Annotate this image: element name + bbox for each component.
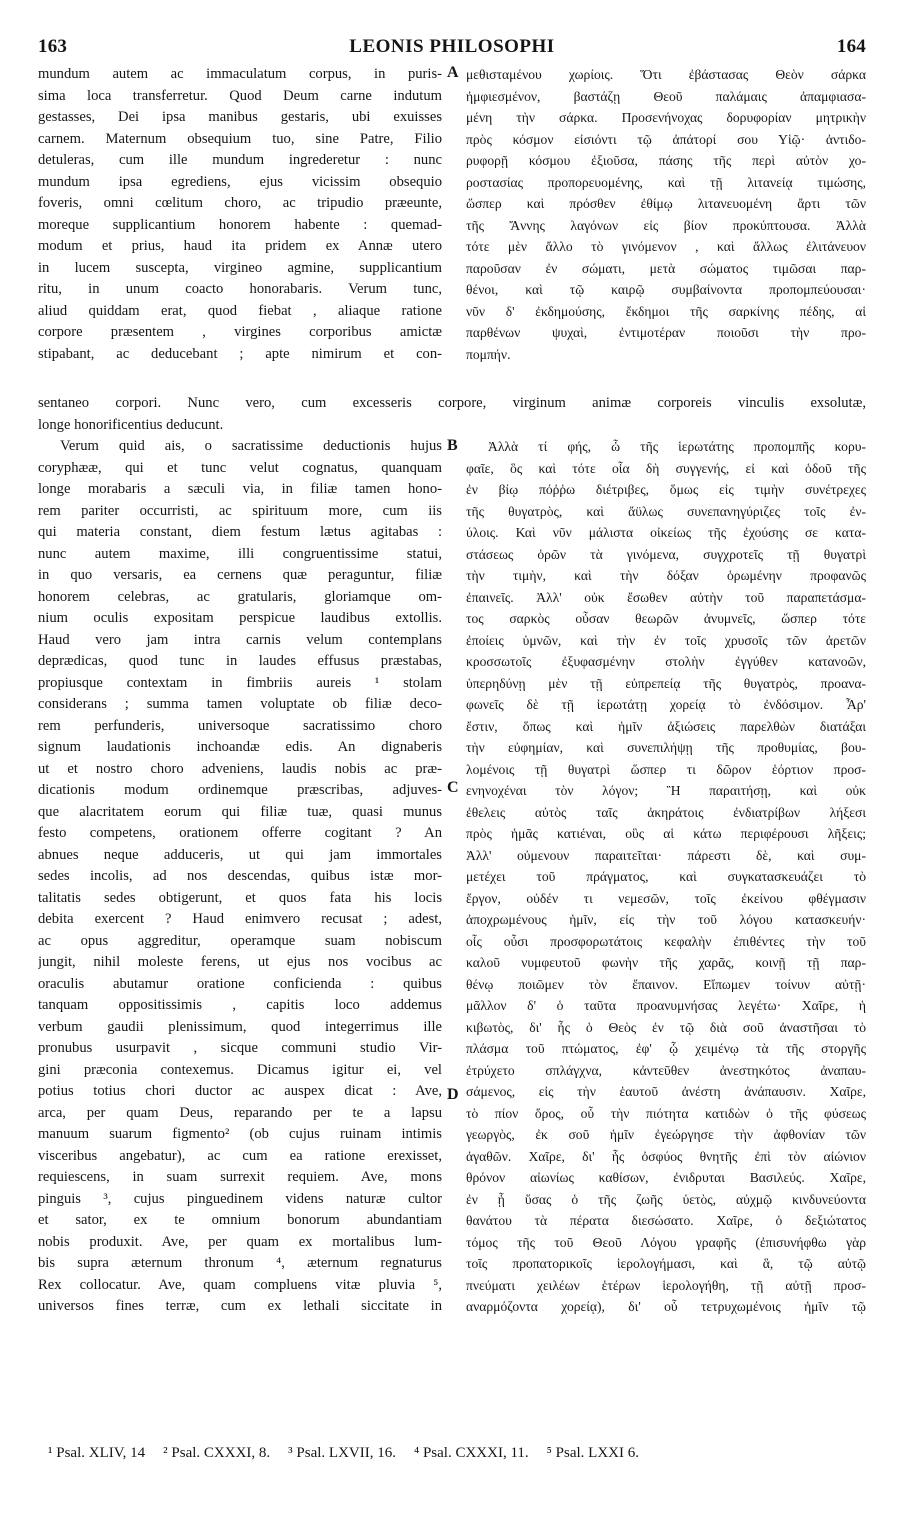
text-line: requiescens, in suam surrexit requiem. Ave, mons [38,1169,442,1185]
text-line: nium oculis expositam perspicue laudibus extollis. [38,610,442,626]
text-line: οἷς οὖσι προσφορωτάτοις κεφαλὴν ἐπιθέντες τὴν τοῦ [466,933,866,949]
text-line: qui materia constant, diem festum lætus agitabas : [38,524,442,540]
text-line: que alacritatem eorum qui filiæ tuæ, quasi munus [38,803,442,820]
text-line: νῦν δ' ἐκδημούσης, ἔκδημοι τῆς σαρκίνης πέδης, αἱ [466,303,866,319]
text-line: moreque supplicantium honorem habente : quemad- [38,216,442,233]
text-line: ύλοις. Καὶ νῦν μάλιστα οἰκείως τῆς ἐχούσης σε κατα- [466,525,866,540]
footnote: ¹ Psal. XLIV, 14 [48,1445,146,1461]
text-line: oraculis abutamur oratione conficienda : quibus [38,975,442,992]
text-line: ἐπαινεῖς. Ἀλλ' οὐκ ἔσωθεν αὐτὴν τοῦ παραπετάσμα- [466,589,866,605]
greek-column-main [466,436,866,1318]
text-line: longe honorificentius deducunt. [38,416,224,433]
text-line: et sator, ex te omnium bonorum abundantiam [38,1212,442,1228]
text-line: jungit, nihil moleste ferens, ut ejus nos vocibus ac [38,954,442,970]
text-line: ἐποίεις ὑμνῶν, καὶ τὴν ἐν τοῖς χρυσοῖς τῶν ἀρετῶν [466,632,866,648]
text-line: ἐτρύχετο σπλάγχνα, κἀντεῦθεν ἀνεστηκότος ἀναπαυ- [466,1062,866,1078]
text-line: τόμος τῆς τοῦ Θεοῦ Λόγου γραφῆς (ἐπισυνήφθω γὰρ [466,1234,866,1250]
text-line: gestasses, Dei ipsa manibus gestaris, ubi exuisses [38,109,442,125]
text-line: Haud vero jam intra carnis velum contemplans [38,631,442,648]
section-marker-b: B [447,437,458,454]
text-line: πρὸς κόσμον εἰσιόντι τῷ ἀπάτορί σου Υἱῷ· ἀντιδο- [466,131,866,147]
text-line: honorem celebras, ac gratularis, gloriamque om- [38,588,442,605]
text-line: ροστασίας προπορευομένης, καὶ τῇ λιτανείᾳ τιμώσης, [466,174,866,190]
text-line: τοῖς προπατορικοῖς ἱερολογήμασι, καὶ ἃ, τῷ αὐτῷ [466,1256,866,1271]
full-width-paragraph [38,393,866,436]
text-line: ἐν ᾗ ὕσας ὁ τῆς ζωῆς ὑετὸς, αὐχμῷ κινδυνεύοντα [466,1191,866,1207]
footnotes [48,1442,866,1464]
text-line: pinguis ³, cujus pinguedinem videns naturæ cultor [38,1190,442,1207]
text-line: manuum suarum figmento² (ob cujus ruinam intimis [38,1126,442,1142]
latin-column-top [38,64,442,365]
text-line: καλοῦ νυμφευτοῦ φωνὴν τῆς χαρᾶς, κοινῇ τῇ παρ- [466,955,866,970]
text-line: ἔργον, οὐδέν τι νεμεσῶν, τοῖς ἐκείνου φθέγμασιν [466,890,866,906]
text-line: coryphææ, qui et tunc velut cognatus, quanquam [38,459,442,476]
text-line: sentaneo corpori. Nunc vero, cum excesseris corpore, virginum animæ corporeis vinculis exsolutæ, [38,395,866,411]
text-line: τότε μὲν ἄλλο τὸ γινόμενον , καὶ ἄλλως ἐλιτάνευον [466,239,866,254]
text-line: ritu, in unum coacto honorabaris. Verum tunc, [38,281,442,297]
text-line: μένη τὴν σάρκα. Προσενήνοχας δορυφορίαν μητρικὴν [466,110,866,125]
text-line: longe morabaris a sæculi via, in filiæ tamen hono- [38,481,442,497]
text-line: stipabant, ac deducebant ; apte nimirum et con- [38,345,442,362]
text-line: Rex collocatur. Ave, quam compluens vitæ pluvia ⁵, [38,1276,442,1293]
text-line: gini præconia contexemus. Dicamus igitur ei, vel [38,1061,442,1078]
section-marker-d: D [447,1086,459,1103]
text-line: potius totius chori ductor ac auspex dicat : Ave, [38,1083,442,1099]
text-line: Ἀλλὰ τί φής, ὦ τῆς ἱερωτάτης προπομπῆς κορυ- [488,439,866,454]
text-line: θένοι, καὶ τῷ καιρῷ συμβαίνοντα προπομπεύουσαι· [466,282,866,297]
text-line: festo competens, orationem offerre cogitant ? An [38,825,442,841]
latin-column-main [38,436,442,1318]
text-line: ενηνοχέναι τὸν λόγον; Ἢ παραιτήσῃ, καὶ οὐκ [466,783,866,798]
text-line: in lucem suscepta, virgineo agmine, supplicantium [38,259,442,276]
footnote: ³ Psal. LXVII, 16. [288,1445,396,1461]
text-line: θένῳ ποιῶμεν τὸν ἔπαινον. Εἴπωμεν τοίνυν αὐτῇ· [466,976,866,992]
text-line: ἀγαθῶν. Χαῖρε, δι' ἧς ὀσφύος θνητῆς ἐπὶ τὸν αἰώνιον [466,1148,866,1164]
page-number-left: 163 [38,36,68,57]
text-line: ὥσπερ καὶ πρόσθεν ἐθίμῳ λιτανευομένη ἄρτι τῶν [466,196,866,211]
text-line: sedes incolis, ad nos descendas, quibus istæ mor- [38,868,442,884]
text-line: arca, per quam Deus, reparando per te a lapsu [38,1104,442,1121]
text-line: μεθισταμένου χωρίοις. Ὅτι ἐβάστασας Θεὸν σάρκα [466,67,866,82]
text-line: πνεύματι χειλέων ἑτέρων ἱερολογήθη, τῇ αὐτῇ προσ- [466,1277,866,1293]
text-line: in quo versaris, ea cernens quæ peraguntur, filiæ [38,567,442,583]
section-marker-a: A [447,64,459,81]
text-line: κροσσωτοῖς ἐξυφασμένην στολὴν ἐγγύθεν κατανοῶν, [466,654,866,669]
text-line: nobis produxit. Ave, per quam ex mortalibus lum- [38,1233,442,1250]
text-line: pronubus usurpavit , sicque communi studio Vir- [38,1040,442,1056]
text-line: tanquam oppositissimis , capitis loco addemus [38,997,442,1013]
text-line: παρθένων ψυχαὶ, ἐντιμοτέραν ποιοῦσι τὴν προ- [466,325,866,340]
text-line: foveris, omni cœlitum choro, ac tripudio præeunte, [38,195,442,211]
text-line: θανάτου τὰ πέρατα διεσώσατο. Χαῖρε, ὁ δεξιώτατος [466,1213,866,1228]
text-line: Ἀλλ' οὐμενουν παραιτεῖται· πάρεστι δὲ, καὶ συμ- [466,847,866,863]
text-line: πομπήν. [466,346,511,362]
text-line: ἐθελεις αὐτὸς ταῖς ἀκηράτοις ἐνδιατρίβων λήξεσι [466,804,866,820]
text-line: ὑπερηδύνῃ μὲν τῇ εὐπρεπείᾳ τῆς θυγατρὸς, προανα- [466,675,866,691]
text-line: deprædicas, quod tunc in laudes effusus præstabas, [38,653,442,669]
text-line: ἠμφιεσμένον, βαστάζῃ Θεοῦ παλάμαις ἀπαμφιασα- [466,88,866,104]
text-line: πλάσμα τοῦ πτώματος, ἐφ' ᾧ χειμένῳ τὰ τῆς στοργῆς [466,1041,866,1056]
text-line: verbum gaudii plenissimum, quod integerrimus ille [38,1018,442,1035]
text-line: ut et nostro choro adveniens, laudis nobis ac præ- [38,760,442,777]
text-line: φωνεῖς δὲ τῇ ἱερωτάτῃ χορείᾳ τὸ ἐνδόσιμον. Ἆρ' [466,697,866,712]
text-line: ἔστιν, ὅπως καὶ ἡμῖν ἀξιώσεις παρελθὼν διατάξαι [466,718,866,734]
text-line: ἐν βίῳ πόῤῥω διέτριβες, ὅμως εἰς τιμὴν συνέτρεχες [466,482,866,497]
text-line: detuleras, cum ille mundum ingrederetur : nunc [38,152,442,168]
text-line: στάσεως ὁρῶν τὰ γινόμενα, συγχροτεῖς τῇ θυγατρὶ [466,546,866,562]
text-line: γεωργὸς, ἐκ σοῦ ἡμῖν ἐγεώργησε τὴν ἀφθονίαν τῶν [466,1127,866,1142]
text-line: μετέχει τοῦ πράγματος, καὶ συγκατασκευάζει τὸ [466,869,866,884]
text-line: mundum ipsa egrediens, ejus vicissim obsequio [38,173,442,190]
text-line: aliud quiddam erat, quod fiebat , aliaque ratione [38,302,442,319]
text-line: αναρμόζοντα χορείᾳ), δι' οὗ τετρυχωμένοις ἡμῖν τῷ [466,1299,866,1314]
text-line: παροῦσαν ἐν σώματι, μετὰ σώματος τιμῶσαι παρ- [466,260,866,276]
running-title: LEONIS PHILOSOPHI [349,36,555,57]
text-line: φαῖε, ὃς καὶ τότε οἷα δὴ συγγενής, εἰ καὶ ὁδοῦ τῆς [466,460,866,476]
text-line: λομένοις τῇ θυγατρὶ ὥσπερ τι δῶρον ἑόρτιον προσ- [466,761,866,777]
text-line: Verum quid ais, o sacratissime deductionis hujus [60,438,442,454]
text-line: visceribus angebatur), ac cum ea ratione erexisset, [38,1147,442,1164]
text-line: rem pariter occurristi, ac spirituum more, cum iis [38,502,442,519]
text-line: signum laudationis inchoandæ edis. An dignaberis [38,739,442,755]
text-line: μᾶλλον δ' ὁ ταῦτα προανυμνήσας λεγέτω· Χαῖρε, ἡ [466,998,866,1013]
text-line: modum et prius, haud ita pridem ex Annæ utero [38,238,442,254]
text-line: abnues neque adduceris, ut qui jam immortales [38,846,442,863]
text-line: ρυφορῇ κόσμου ἐξιοῦσα, πάσης τῆς περὶ αὐτὸν χο- [466,153,866,168]
text-line: universos fines terræ, cum ex lethali siccitate in [38,1298,442,1314]
text-line: bis supra æternum thronum ⁴, æternum regnaturus [38,1255,442,1271]
text-line: nunc autem maxime, illi congruentissime statui, [38,545,442,562]
text-line: talitatis sedes obtigerunt, et quos fata his locis [38,889,442,906]
text-line: rem perfunderis, universoque sacratissimo choro [38,717,442,734]
text-line: debita exercent ? Haud enimvero recusat ; adest, [38,911,442,927]
text-line: θρόνον αἰωνίως καθίσων, ἐνιδρυται Βασιλεύς. Χαῖρε, [466,1170,866,1185]
text-line: τὴν τιμὴν, καὶ τὴν δόξαν ὁρωμένην προφανῶς [466,568,866,583]
text-line: σάμενος, εἰς τὴν ἑαυτοῦ ἀνέστη ἀνάπαυσιν. Χαῖρε, [466,1084,866,1099]
footnote: ⁴ Psal. CXXXI, 11. [413,1445,529,1461]
text-line: τῆς Ἄννης λαγόνων εἰς βίον προκύπτουσα. Ἀλλὰ [466,217,866,233]
page-number-right: 164 [836,36,866,57]
text-line: ἀποχρωμένους ἡμῖν, εἰς τὴν τοῦ λόγου κατασκευήν· [466,912,866,927]
text-line: carnem. Maternum obsequium tuo, sine Patre, Filio [38,130,442,147]
text-line: corpore præsentem , virgines corporibus amictæ [38,324,442,340]
text-line: dicationis modum ordinemque præscribas, adjuves- [38,782,442,798]
text-line: considerans ; summa tamen voluptate ob filiæ deco- [38,696,442,712]
text-line: ac opus aggreditur, operamque suam nobiscum [38,932,442,949]
greek-column-top [466,64,866,365]
text-line: τῆς θυγατρὸς, καὶ ἄϋλως συνεπανηγύριζες τοῖς ἐν- [466,503,866,519]
footnote: ² Psal. CXXXI, 8. [163,1445,271,1461]
text-line: sima loca transferretur. Quod Deum carne indutum [38,87,442,104]
text-line: mundum autem ac immaculatum corpus, in puris- [38,66,442,82]
text-line: τὴν εὐφημίαν, καὶ συνεπιλήψῃ τῆς προθυμίας, βου- [466,740,866,755]
footnote: ⁵ Psal. LXXI 6. [546,1445,639,1461]
text-line: τος σαρκὸς οὖσαν θεωρῶν ἀνυμνεῖς, ὥσπερ τότε [466,611,866,626]
text-line: τὸ πίον ὄρος, οὗ τὴν πιότητα κατιδὼν ὁ τῆς φύσεως [466,1105,866,1121]
running-header [38,36,866,60]
text-line: propiusque contextam in fimbriis aureis ¹ stolam [38,674,442,691]
text-line: πρὸς ἡμᾶς κατιέναι, οὓς αἱ κάτω περιφέρουσι λῆξεις; [466,826,866,841]
text-line: κιβωτὸς, δι' ἧς ὁ Θεὸς ἐν τῷ διὰ σοῦ ἀναστῆσαι τὸ [466,1019,866,1035]
section-marker-c: C [447,779,459,796]
